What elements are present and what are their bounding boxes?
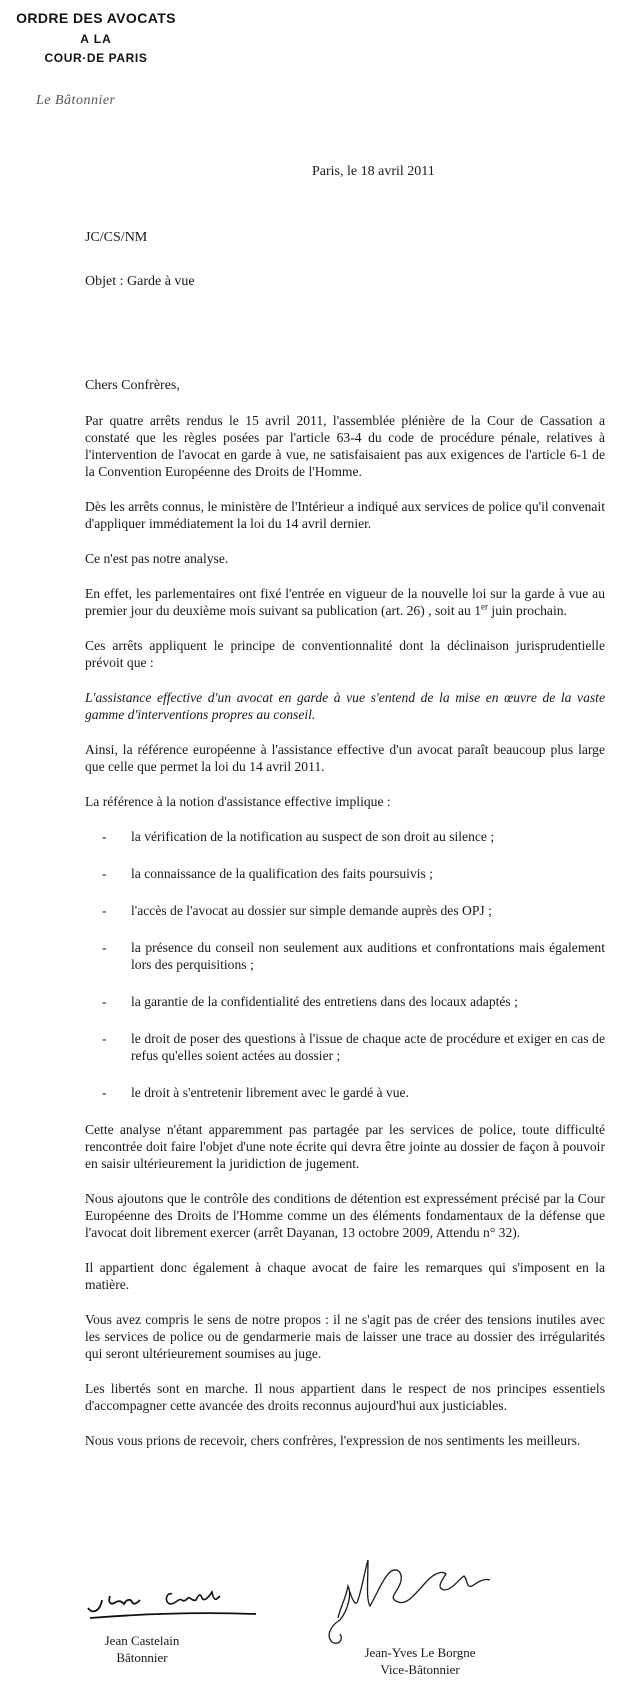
signatory-left-title: Bâtonnier [116,1650,168,1665]
bullet-item: - le droit à s'entretenir librement avec le gardé à vue. [85,1084,605,1101]
signatory-right-name: Jean-Yves Le Borgne [364,1645,476,1660]
letter-subject: Objet : Garde à vue [85,274,195,289]
bullet-item: - l'accès de l'avocat au dossier sur simple demande auprès des OPJ ; [85,902,605,919]
signatory-right-title: Vice-Bâtonnier [380,1662,460,1677]
paragraph-9: Cette analyse n'étant apparemment pas partagée par les services de police, toute difficulté rencontrée doit faire l'objet d'une note écrite qui devra être jointe au dossier de façon à pouvoir en saisir ultérieurement la juridiction de jugement. [85,1122,605,1171]
paragraph-2: Dès les arrêts connus, le ministère de l'Intérieur a indiqué aux services de police qu'il convenait d'appliquer immédiatement la loi du 14 avril dernier. [85,499,605,531]
paragraph-12: Vous avez compris le sens de notre propos : il ne s'agit pas de créer des tensions inutiles avec les services de police ou de gendarmerie mais de laisser une trace au dossier des irrégularités qui seront ultérieurement soumises au juge. [85,1312,605,1361]
paragraph-4-main: En effet, les parlementaires ont fixé l'entrée en vigueur de la nouvelle loi sur la garde à vue au premier jour du deuxième mois suivant sa publication (art. 26) , soit au 1 [85,586,605,618]
letter-body [85,412,605,1467]
bullet-item: - le droit de poser des questions à l'issue de chaque acte de procédure et exiger en cas de refus qu'elles soient actées au dossier ; [85,1030,605,1064]
paragraph-11: Il appartient donc également à chaque avocat de faire les remarques qui s'imposent en la matière. [85,1260,605,1292]
letterhead-line-1: ORDRE DES AVOCATS [16,10,176,26]
signatory-left-name: Jean Castelain [104,1633,180,1648]
letter-date: Paris, le 18 avril 2011 [312,164,435,179]
bullet-list [85,828,605,1101]
bullet-item: - la garantie de la confidentialité des entretiens dans des locaux adaptés ; [85,993,605,1010]
bullet-item: - la présence du conseil non seulement aux auditions et confrontations mais également lors des perquisitions ; [85,939,605,973]
letterhead [6,10,186,65]
letter-reference: JC/CS/NM [85,230,148,245]
bullet-item: - la vérification de la notification au suspect de son droit au silence ; [85,828,605,845]
letterhead-line-2: A LA [80,32,112,46]
paragraph-14: Nous vous prions de recevoir, chers confrères, l'expression de nos sentiments les meilleurs. [85,1433,581,1448]
letterhead-line-3: COUR·DE PARIS [44,51,148,65]
paragraph-7: Ainsi, la référence européenne à l'assistance effective d'un avocat paraît beaucoup plus large que celle que permet la loi du 14 avril 2011. [85,742,605,774]
paragraph-4-superscript: er [481,601,489,612]
paragraph-13: Les libertés sont en marche. Il nous appartient dans le respect de nos principes essentiels d'accompagner cette avancée des droits reconnus aujourd'hui aux justiciables. [85,1381,605,1413]
paragraph-1: Par quatre arrêts rendus le 15 avril 2011, l'assemblée plénière de la Cour de Cassation a constaté que les règles posées par l'article 63-4 du code de procédure pénale, relatives à l'intervention de l'avocat en garde à vue, ne satisfaisaient pas aux exigences de l'article 6-1 de la Convention Européenne des Droits de l'Homme. [85,413,605,479]
paragraph-5: Ces arrêts appliquent le principe de conventionnalité dont la déclinaison jurisprudentielle prévoit que : [85,638,605,670]
paragraph-8: La référence à la notion d'assistance effective implique : [85,794,391,809]
signatory-left [82,1632,202,1666]
signature-right-image [318,1550,518,1650]
letterhead-office: Le Bâtonnier [36,93,116,108]
signature-left-image [80,1572,260,1632]
paragraph-3: Ce n'est pas notre analyse. [85,551,229,566]
bullet-item: - la connaissance de la qualification des faits poursuivis ; [85,865,605,882]
paragraph-4 [85,585,605,619]
paragraph-10: Nous ajoutons que le contrôle des conditions de détention est expressément précisé par la Cour Européenne des Droits de l'Homme comme un des éléments fondamentaux de la défense que l'avocat doit librement exercer (arrêt Dayanan, 13 octobre 2009, Attendu n° 32). [85,1191,605,1240]
paragraph-4-end: juin prochain. [488,603,567,618]
paragraph-6-quote: L'assistance effective d'un avocat en garde à vue s'entend de la mise en œuvre de la vaste gamme d'interventions propres au conseil. [85,690,605,722]
letter-greeting: Chers Confrères, [85,378,180,393]
signatory-right [350,1644,490,1678]
